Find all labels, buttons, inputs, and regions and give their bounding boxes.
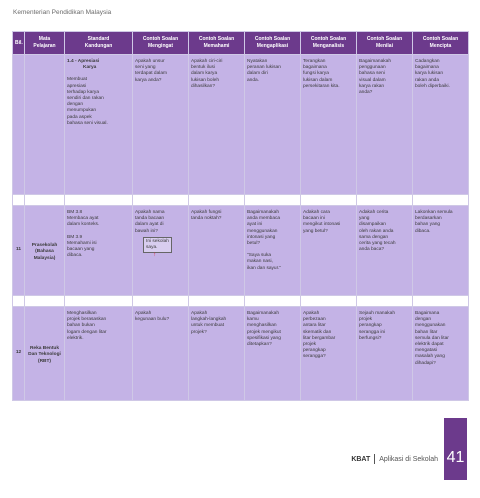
column-header-line: Mencipta (429, 43, 452, 49)
cell-text-line: perangkap (359, 323, 382, 329)
cell-text-line: kegunaan bulu? (135, 317, 170, 323)
cell-text-line: tanda bacaan (135, 216, 165, 222)
cell-text-line: semula dan litar (415, 335, 449, 341)
column-header-line: Kandungan (84, 43, 113, 49)
cell-text-line: karya lukisan (415, 71, 443, 77)
cell-text-line: Apakah ciri-ciri (191, 59, 223, 64)
cell-text-line: berdasarkan (415, 216, 442, 222)
cell-text-line: bahan litar (415, 329, 438, 335)
column-header (301, 32, 357, 55)
cell-text-line: dalam karya (191, 71, 218, 77)
cell-text-line: dalam konteks. (67, 222, 100, 228)
cell-text-line: Terangkan (303, 59, 326, 64)
column-header (357, 32, 413, 55)
cell-text-line: Bagaimanakah (359, 59, 392, 64)
cell-text-line: Apakah (303, 311, 320, 316)
row-spacer (13, 296, 469, 307)
cell-text-line: Adakah cara (303, 210, 330, 215)
cell-text-line: terdapat dalam (135, 71, 167, 77)
cell-text-line: anda. (247, 77, 260, 83)
mengaplikasi-cell (245, 307, 301, 401)
cell-text-line: bacaan yang (67, 247, 95, 253)
row-number-cell (13, 55, 25, 195)
table-header-row (13, 32, 469, 55)
cell-text-line: Apakah (135, 311, 152, 316)
cell-text-line: Prasekolah (31, 243, 58, 249)
cell-text-line: "Saya suka (247, 253, 272, 259)
table-row (13, 307, 469, 401)
cell-text-line: penggunaan (359, 65, 386, 71)
example-sentence-line: Ini sekolah (146, 238, 169, 244)
cell-text-line: projek mengikut (247, 329, 281, 335)
cell-text-line: lukisan boleh (191, 77, 220, 83)
cell-text-line: masalah yang (415, 354, 445, 360)
cell-text-line: Adakah cerita (359, 210, 389, 215)
cell-text-line: spesifikasi yang (247, 335, 281, 341)
cell-text-line: bawah ini? (135, 228, 158, 234)
cell-text-line: anda membaca (247, 216, 281, 222)
column-header (245, 32, 301, 55)
column-header (133, 32, 189, 55)
cell-text-line: karya anda? (135, 77, 162, 83)
footer-kbat: KBAT (351, 455, 371, 463)
cell-text-line: BM 3.9 (67, 234, 83, 240)
cell-text-line: anda baca? (359, 247, 385, 253)
cell-text-line: bacaan ini (303, 216, 325, 222)
cell-text-line: projek (359, 317, 373, 323)
cell-text-line: makan nasi, (247, 259, 273, 265)
menilai-cell (357, 55, 413, 195)
cell-text-line: Bagaimanakah (247, 311, 280, 316)
cell-text-line: antara litar (303, 323, 326, 329)
example-sentence-line: saya. (146, 245, 158, 251)
row-number-cell: 12 (13, 307, 25, 401)
cell-text-line: projek berasaskan (67, 317, 107, 323)
cell-text-line: elektrik dapat (415, 342, 444, 348)
cell-text-line: sama dengan (359, 234, 389, 240)
row-spacer (13, 195, 469, 206)
cell-text-line: Apakah unsur (135, 59, 165, 64)
column-header-line: Mengaplikasi (256, 43, 289, 49)
cell-text-line: dihadapi? (415, 360, 436, 366)
cell-text-line: Apakah (191, 311, 208, 316)
column-header-line: Pelajaran (33, 43, 56, 49)
cell-text-line: perbezaan (303, 317, 326, 323)
cell-text-line: berfungsi? (359, 335, 382, 341)
cell-text-line: (RBT) (37, 358, 52, 364)
standard-title-line: Karya (83, 65, 97, 71)
cell-text-line: Apakah nama (135, 210, 165, 215)
cell-text-line: logam dengan litar (67, 329, 107, 335)
question-table (12, 31, 469, 401)
cell-text-line: bahasa seni visual. (67, 120, 108, 126)
cell-text-line: Menghasilkan (67, 311, 97, 316)
cell-text-line: seni yang (135, 65, 156, 71)
cell-text-line: peranan lukisan (247, 65, 281, 71)
cell-text-line: Malaysia) (33, 255, 56, 261)
column-header (189, 32, 245, 55)
cell-text-line: untuk membuat (191, 323, 225, 329)
cell-text-line: terhadap karya (67, 89, 99, 95)
cell-text-line: pada aspek (67, 114, 92, 120)
mencipta-cell (413, 206, 469, 296)
page-number: 41 (444, 418, 467, 480)
cell-text-line: bagaimana (415, 65, 439, 71)
cell-text-line: Memahami isi (67, 240, 97, 246)
cell-text-line: karya rakan (359, 83, 385, 89)
cell-text-line: dibaca. (415, 228, 431, 234)
cell-text-line: fungsi karya (303, 71, 329, 77)
menganalisis-cell (301, 55, 357, 195)
mengingat-cell (133, 55, 189, 195)
memahami-cell (189, 206, 245, 296)
column-header-line: Standard (87, 36, 110, 42)
cell-text-line: litar bergambar (303, 335, 336, 341)
column-header-line: Mengingat (148, 43, 173, 49)
mengingat-cell (133, 307, 189, 401)
cell-text-line: menggunakan (247, 228, 278, 234)
cell-text-line: Nyatakan (247, 59, 268, 64)
footer-subtitle: Aplikasi di Sekolah (379, 455, 438, 463)
cell-text-line: Cadangkan (415, 59, 440, 64)
cell-text-line: kamu (247, 317, 259, 323)
cell-text-line: menghasilkan (247, 323, 277, 329)
cell-text-line: ayat ini (247, 222, 263, 228)
cell-text-line: Apakah fungsi (191, 210, 222, 215)
cell-text-line: bagaimana (303, 65, 327, 71)
cell-text-line: dibaca. (67, 253, 83, 259)
cell-text-line: menggunakan (415, 323, 446, 329)
cell-text-line: sendiri dan rakan (67, 96, 104, 102)
document-header: Kementerian Pendidikan Malaysia (13, 9, 112, 16)
cell-text-line: elektrik. (67, 335, 84, 341)
cell-text-line: apresiasi (67, 83, 87, 89)
standard-cell (65, 55, 133, 195)
menilai-cell (357, 206, 413, 296)
cell-text-line: mengatasi (415, 348, 438, 354)
cell-text-line: (Bahasa (35, 249, 54, 255)
column-header (13, 32, 25, 55)
table-row (13, 206, 469, 296)
cell-text-line: perangkap (303, 348, 326, 354)
cell-text-line: serangga? (303, 354, 326, 360)
column-header (413, 32, 469, 55)
mencipta-cell (413, 55, 469, 195)
footer (351, 454, 438, 464)
cell-text-line: visual dalam (359, 77, 386, 83)
cell-text-line: dengan (67, 102, 84, 108)
menganalisis-cell (301, 206, 357, 296)
example-sentence-box (143, 237, 172, 253)
cell-text-line: anda? (359, 90, 373, 96)
cell-text-line: dalam ayat di (135, 222, 164, 228)
cell-text-line: Reka Bentuk (29, 346, 60, 352)
column-header (25, 32, 65, 55)
cell-text-line: yang betul? (303, 228, 328, 234)
cell-text-line: rakan anda (415, 77, 440, 83)
subject-cell (25, 307, 65, 401)
column-header-line: Contoh Soalan (422, 36, 459, 42)
cell-text-line: Membuat (67, 77, 87, 83)
cell-text-line: bahan bukan (67, 323, 95, 329)
column-header-line: Menganalisis (312, 43, 345, 49)
cell-text-line: Sejauh manakah (359, 311, 396, 316)
menganalisis-cell (301, 307, 357, 401)
cell-text-line: skematik dan (303, 329, 332, 335)
mengaplikasi-cell (245, 55, 301, 195)
column-header-line: Contoh Soalan (142, 36, 179, 42)
cell-text-line: intonasi yang (247, 234, 276, 240)
cell-text-line: disampaikan (359, 222, 386, 228)
memahami-cell (189, 55, 245, 195)
column-header-line: Bil. (15, 39, 23, 46)
table-row (13, 55, 469, 195)
cell-text-line: Dan Teknologi (28, 352, 61, 358)
cell-text-line: betul? (247, 241, 261, 247)
column-header-line: Contoh Soalan (254, 36, 291, 42)
mengingat-cell (133, 206, 189, 296)
cell-text-line: mengikut intonasi (303, 222, 341, 228)
cell-text-line: serangga ini (359, 329, 386, 335)
column-header-line: Mata (38, 36, 51, 42)
arrow-up-icon: ↑ (153, 252, 156, 259)
cell-text-line: oleh rakan anda (359, 228, 394, 234)
cell-text-line: dalam diri (247, 71, 268, 77)
column-header-line: Menilai (376, 43, 393, 49)
cell-text-line: bahasa seni (359, 71, 385, 77)
cell-text-line: Bagaimanakah (247, 210, 280, 215)
column-header-line: Memahami (203, 43, 230, 49)
subject-cell (25, 55, 65, 195)
cell-text-line: cerita yang tecah (359, 241, 396, 247)
cell-text-line: bentuk ilusi (191, 65, 215, 71)
cell-text-line: projek (303, 342, 317, 348)
cell-text-line: dengan (415, 317, 432, 323)
standard-cell (65, 206, 133, 296)
cell-text-line: lukisan dalam (303, 77, 333, 83)
cell-text-line: bahan yang (415, 222, 441, 228)
standard-title-line: 1.4 - Apresiasi (67, 59, 100, 64)
cell-text-line: langkah-langkah (191, 317, 227, 323)
cell-text-line: Lakonkan semula (415, 210, 453, 215)
column-header-line: Contoh Soalan (198, 36, 235, 42)
subject-cell (25, 206, 65, 296)
cell-text-line: tanda noktah? (191, 216, 222, 222)
memahami-cell (189, 307, 245, 401)
cell-text-line: yang (359, 216, 370, 222)
column-header-line: Contoh Soalan (310, 36, 347, 42)
cell-text-line: menumpukan (67, 108, 97, 114)
cell-text-line: persekitaran kita. (303, 83, 340, 89)
cell-text-line: ikan dan sayur." (247, 265, 281, 271)
cell-text-line: projek? (191, 329, 207, 335)
standard-cell (65, 307, 133, 401)
column-header-line: Contoh Soalan (366, 36, 403, 42)
cell-text-line: BM 3.8 (67, 210, 83, 215)
mengaplikasi-cell (245, 206, 301, 296)
cell-text-line: boleh diperbaiki. (415, 83, 450, 89)
row-number-cell: 11 (13, 206, 25, 296)
column-header (65, 32, 133, 55)
mencipta-cell (413, 307, 469, 401)
cell-text-line: ditetapkan? (247, 342, 272, 348)
cell-text-line: Bagaimana (415, 311, 440, 316)
menilai-cell (357, 307, 413, 401)
cell-text-line: Membaca ayat (67, 216, 99, 222)
cell-text-line: dihasilkan? (191, 83, 216, 89)
footer-divider (374, 454, 375, 464)
